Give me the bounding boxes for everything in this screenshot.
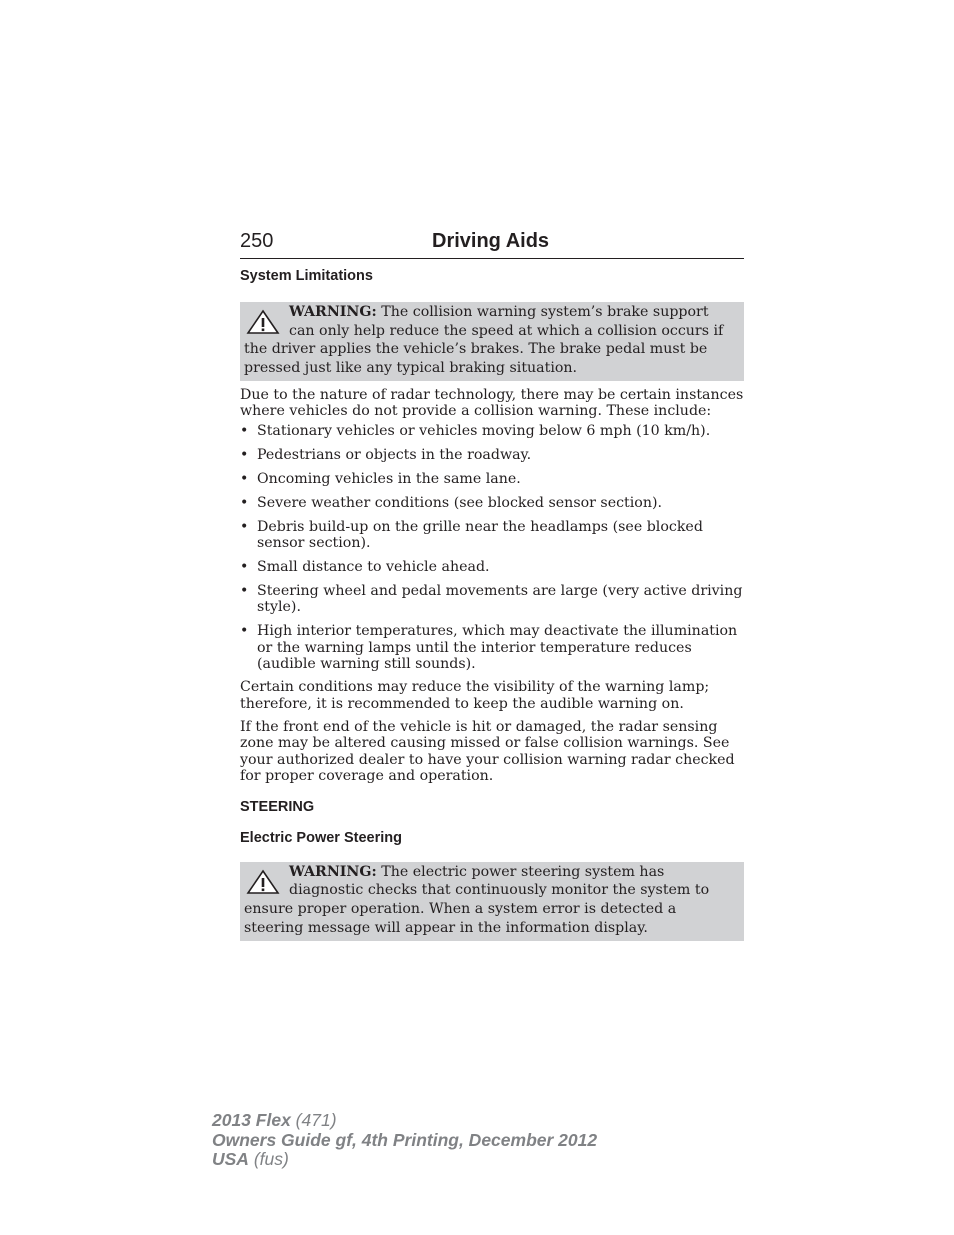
section-heading-steering: STEERING <box>240 798 315 815</box>
footer-model-code: (471) <box>290 1110 337 1130</box>
visibility-paragraph: Certain conditions may reduce the visibility of the warning lamp; therefore, it is recommended to keep the audible warning on. <box>240 679 710 712</box>
list-item: • High interior temperatures, which may deactivate the illumination or the warning lamps until the interior temperature reduces (audible warning still sounds). <box>240 623 744 672</box>
footer-line-model <box>212 1111 597 1131</box>
warning-text: The electric power steering system has diagnostic checks that continuously monitor the system to ensure proper operation. When a system error is detected a steering message will appear in the information display. <box>244 863 710 936</box>
list-item: • Stationary vehicles or vehicles moving below 6 mph (10 km/h). <box>240 423 744 439</box>
page-header <box>240 228 744 259</box>
list-item: • Steering wheel and pedal movements are large (very active driving style). <box>240 583 744 616</box>
warning-triangle-icon <box>246 869 280 895</box>
list-item: • Small distance to vehicle ahead. <box>240 559 744 575</box>
chapter-title: Driving Aids <box>432 230 550 252</box>
limitations-list <box>240 423 744 673</box>
warning-box-power-steering <box>240 862 744 941</box>
warning-text: The collision warning system’s brake support can only help reduce the speed at which a collision occurs if the driver applies the vehicle’s brakes. The brake pedal must be pressed just like any typical braking situation. <box>244 304 724 377</box>
warning-label: WARNING: <box>289 304 377 320</box>
radar-damage-paragraph: If the front end of the vehicle is hit or damaged, the radar sensing zone may be altered causing missed or false collision warnings. See your authorized dealer to have your collision warning radar checked for proper coverage and operation. <box>240 719 735 785</box>
footer-line-guide: Owners Guide gf, 4th Printing, December 2012 <box>212 1129 598 1150</box>
manual-page <box>240 228 744 941</box>
warning-box-brake-support <box>240 302 744 381</box>
footer-market-code: (fus) <box>248 1149 289 1169</box>
subheading-electric-power-steering: Electric Power Steering <box>240 829 402 846</box>
section-heading-system-limitations: System Limitations <box>240 268 373 284</box>
footer-market: USA <box>212 1149 249 1169</box>
footer-model: 2013 Flex <box>212 1110 291 1130</box>
list-item: • Debris build-up on the grille near the headlamps (see blocked sensor section). <box>240 519 744 552</box>
intro-paragraph: Due to the nature of radar technology, there may be certain instances where vehicles do not provide a collision warning. These include: <box>240 386 744 420</box>
page-number: 250 <box>240 230 274 252</box>
list-item: • Oncoming vehicles in the same lane. <box>240 471 744 487</box>
list-item: • Pedestrians or objects in the roadway. <box>240 447 744 463</box>
footer-line-market <box>212 1150 597 1170</box>
list-item: • Severe weather conditions (see blocked sensor section). <box>240 495 744 511</box>
warning-label: WARNING: <box>289 863 377 880</box>
page-footer <box>212 1111 597 1170</box>
warning-triangle-icon <box>246 309 280 335</box>
